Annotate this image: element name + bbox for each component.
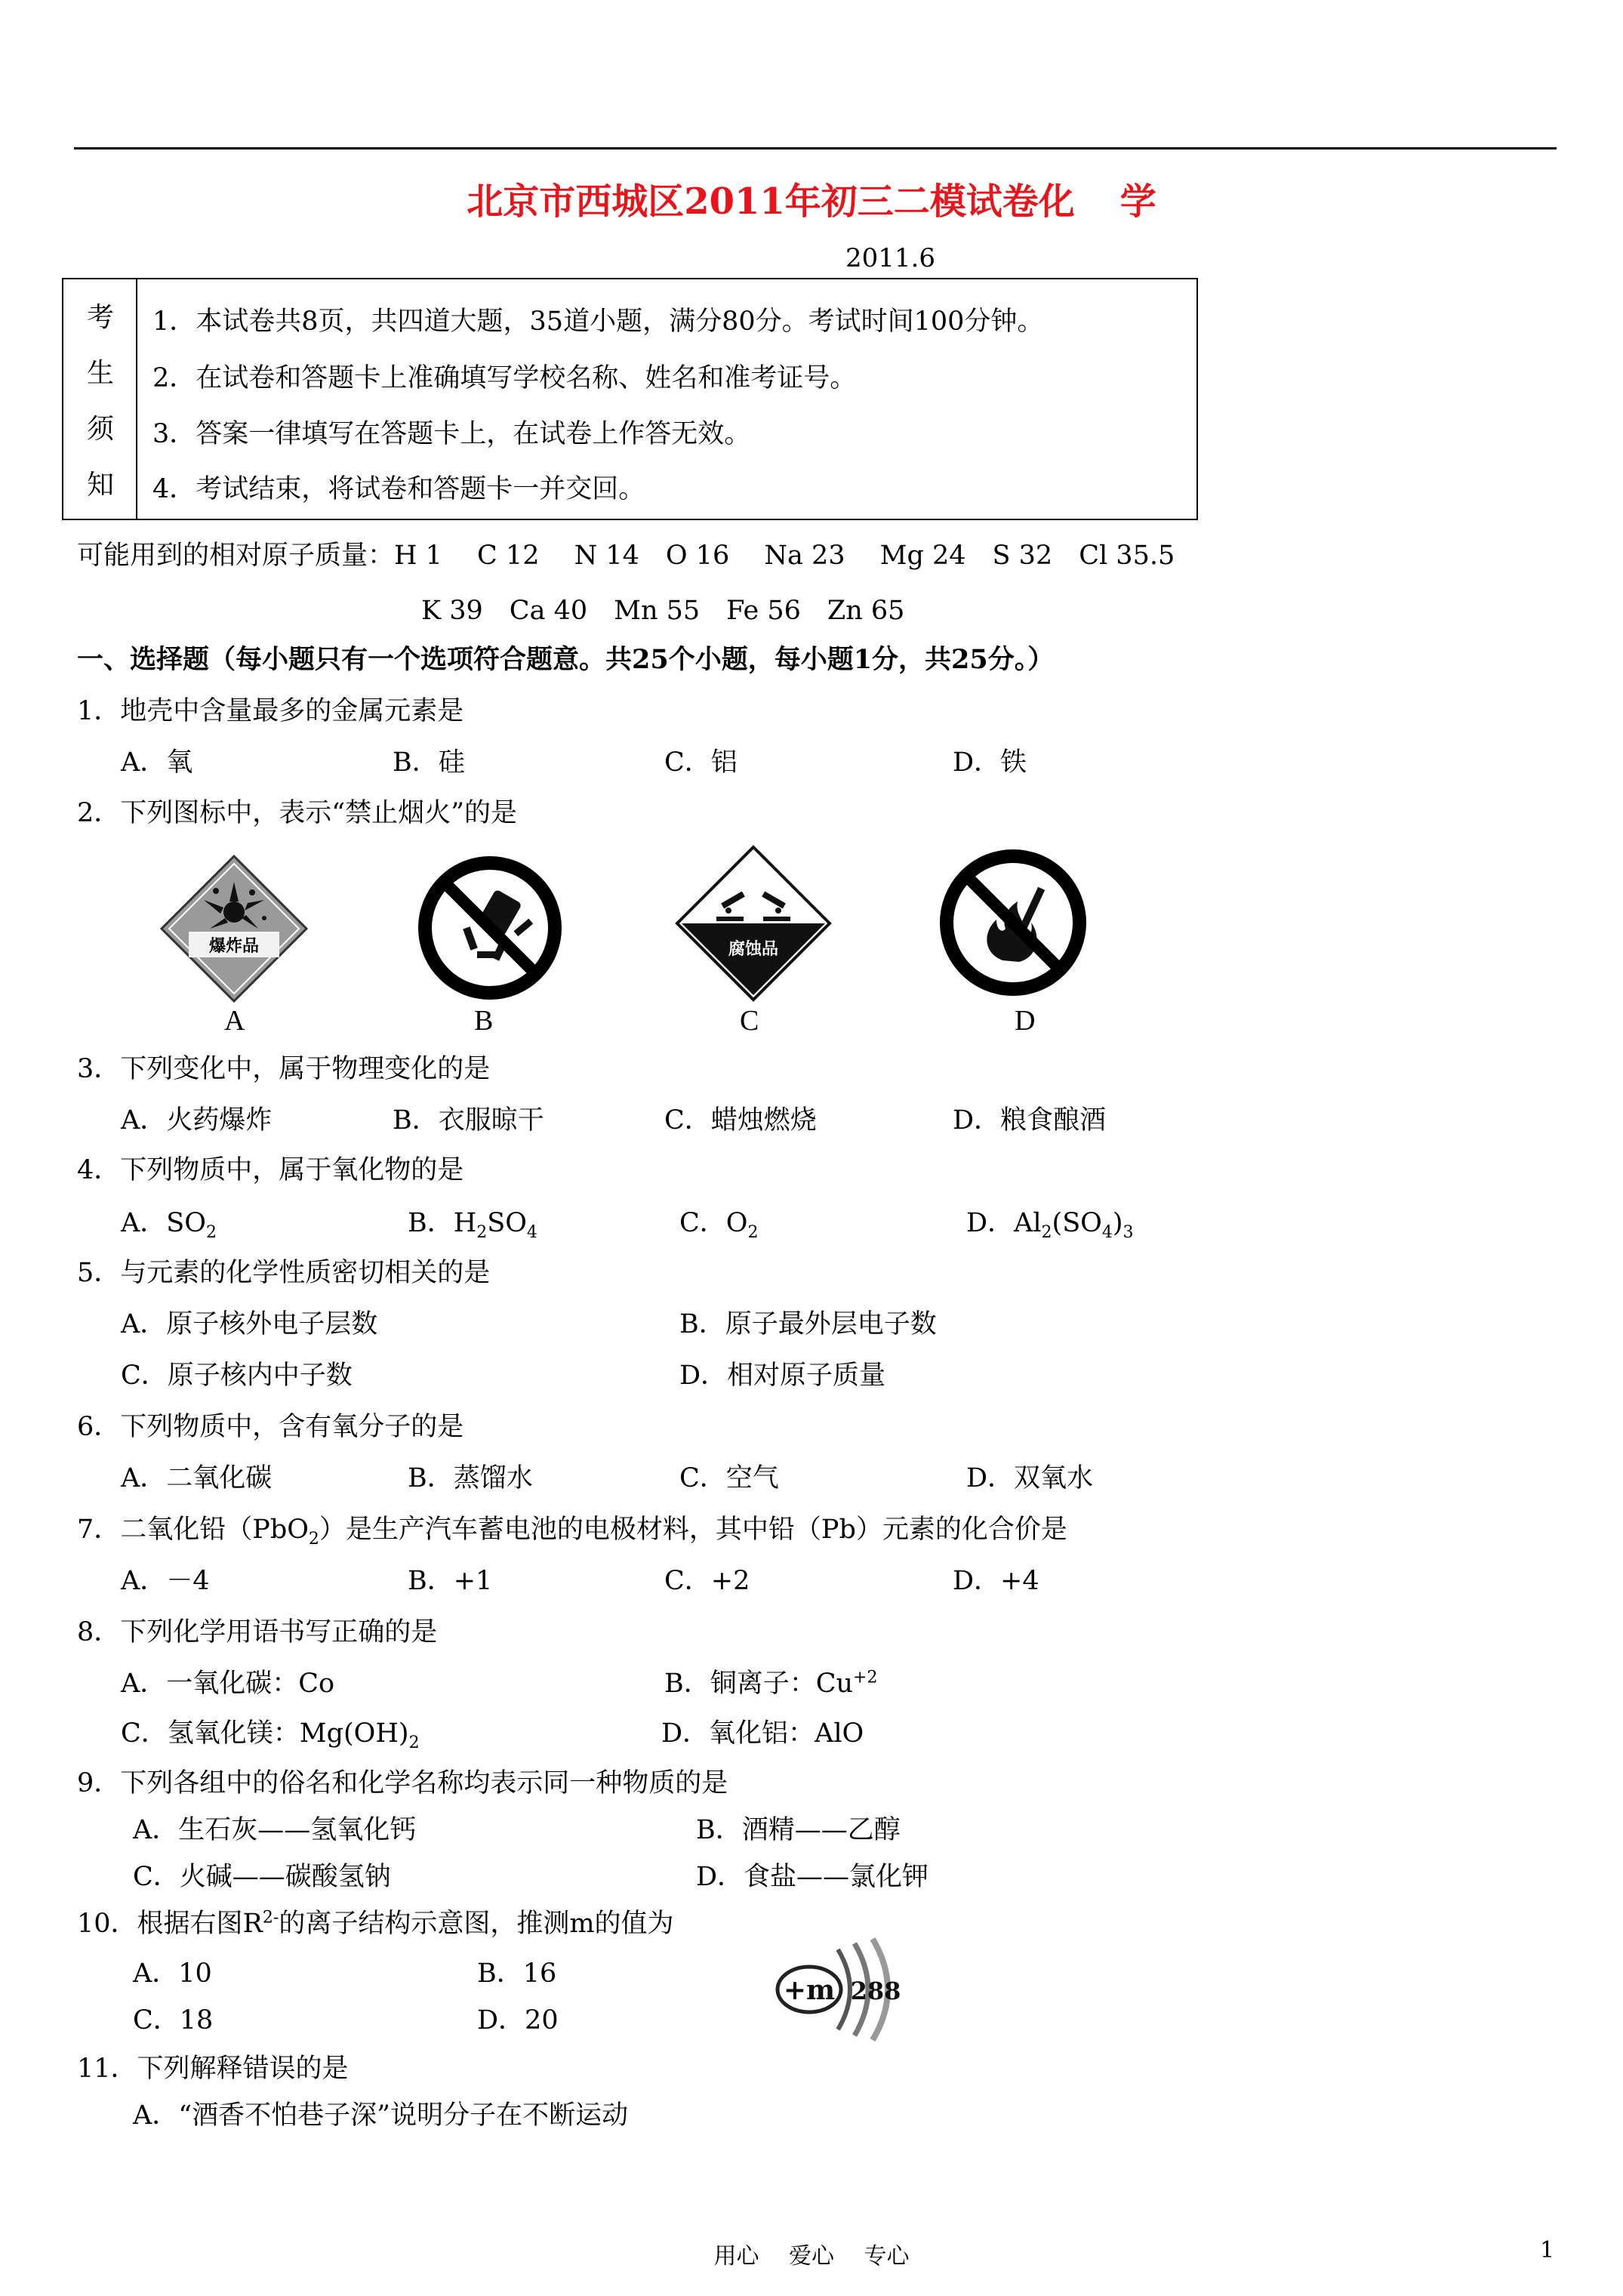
exam-date: 2011.6 [845, 243, 935, 273]
q4-option-b [408, 1207, 537, 1240]
q9-option-c: C．火碱——碳酸氢钠 [133, 1862, 391, 1892]
q9-option-d: D．食盐——氯化钾 [696, 1862, 929, 1892]
page-title [0, 172, 1623, 224]
q10-stem-text: 10．根据右图R [77, 1909, 263, 1939]
q7-stem-text: ）是生产汽车蓄电池的电极材料，其中铅（Pb）元素的化合价是 [319, 1515, 1067, 1545]
q9-stem: 9．下列各组中的俗名和化学名称均表示同一种物质的是 [77, 1768, 728, 1798]
ion-structure-diagram [762, 1933, 929, 2046]
sign-a-label: A [224, 1005, 245, 1037]
q8-option-b [664, 1667, 877, 1700]
q4-c-sub: 2 [747, 1223, 759, 1242]
sign-c-label: C [740, 1005, 759, 1037]
q4-b-sub: 2 [476, 1223, 488, 1242]
notice-heading-char: 知 [86, 470, 114, 501]
diagram-nucleus-label: +m [783, 1974, 836, 2006]
q4-b-text: B．H [408, 1208, 477, 1238]
q4-a-sub: 2 [205, 1223, 217, 1242]
notice-item: 2．在试卷和答题卡上准确填写学校名称、姓名和准考证号。 [152, 363, 857, 393]
q3-option-c: C．蜡烛燃烧 [664, 1105, 817, 1136]
q8-option-a: A．一氧化碳：Co [121, 1669, 335, 1699]
q10-option-a: A．10 [133, 1959, 212, 1989]
notice-item: 3．答案一律填写在答题卡上，在试卷上作答无效。 [152, 419, 751, 449]
q6-option-b: B．蒸馏水 [408, 1463, 533, 1493]
q9-option-a: A．生石灰——氢氧化钙 [133, 1815, 417, 1845]
q4-a-text: A．SO [121, 1208, 206, 1238]
no-fireworks-sign-icon [417, 855, 563, 1001]
q4-c-text: C．O [679, 1208, 748, 1238]
q5-option-a: A．原子核外电子层数 [121, 1309, 378, 1339]
q4-option-d [966, 1207, 1134, 1240]
q7-stem [77, 1513, 1067, 1549]
sign-b-label: B [474, 1005, 494, 1037]
q3-option-b: B．衣服晾干 [393, 1105, 544, 1136]
q7-option-d: D．+4 [953, 1566, 1039, 1596]
top-rule [74, 147, 1557, 149]
notice-heading-char: 须 [86, 414, 114, 445]
no-fire-sign-icon [938, 847, 1089, 998]
q8-c-sub: 2 [408, 1734, 420, 1752]
atomic-masses-line2: K 39 Ca 40 Mn 55 Fe 56 Zn 65 [421, 596, 905, 626]
q5-option-c: C．原子核内中子数 [121, 1361, 353, 1391]
notice-item: 4．考试结束，将试卷和答题卡一并交回。 [152, 474, 645, 504]
q8-c-text: C．氢氧化镁：Mg(OH) [121, 1718, 409, 1749]
q5-option-d: D．相对原子质量 [679, 1361, 886, 1391]
q1-stem: 1．地壳中含量最多的金属元素是 [77, 696, 464, 726]
q4-option-c [679, 1207, 758, 1240]
q3-option-d: D．粮食酿酒 [953, 1105, 1107, 1136]
q8-option-d: D．氧化铝：AlO [661, 1718, 864, 1749]
section-heading: 一、选择题（每小题只有一个选项符合题意。共25个小题，每小题1分，共25分。） [77, 644, 1055, 675]
notice-heading-char: 生 [86, 358, 114, 389]
q4-d-sub: 3 [1123, 1223, 1134, 1242]
q4-d-text: D．Al [966, 1208, 1042, 1238]
title-tail: 学 [1119, 180, 1156, 223]
atomic-masses-line1: 可能用到的相对原子质量：H 1 C 12 N 14 O 16 Na 23 Mg 24 S 32 Cl 35.5 [77, 541, 1175, 571]
sign-d-label: D [1015, 1005, 1036, 1037]
q8-option-c [121, 1717, 420, 1750]
q10-stem-text: 的离子结构示意图，推测m的值为 [279, 1909, 674, 1939]
explosive-sign-icon [159, 853, 310, 1004]
q8-stem: 8．下列化学用语书写正确的是 [77, 1617, 438, 1647]
q4-d-text: (SO [1052, 1208, 1102, 1238]
q1-option-c: C．铝 [664, 747, 738, 778]
q6-option-d: D．双氧水 [966, 1463, 1094, 1493]
q8-b-text: B．铜离子：Cu [664, 1669, 854, 1699]
q4-d-sub: 2 [1041, 1223, 1052, 1242]
q5-option-b: B．原子最外层电子数 [679, 1309, 937, 1339]
sign-a-text: 爆炸品 [208, 937, 260, 956]
q3-option-a: A．火药爆炸 [121, 1105, 273, 1136]
title-main: 北京市西城区2011年初三二模试卷化 [467, 180, 1075, 223]
q7-option-c: C．+2 [664, 1566, 750, 1596]
q4-option-a [121, 1207, 217, 1240]
q10-stem [77, 1907, 674, 1940]
notice-heading-char: 考 [86, 302, 114, 333]
notice-heading [63, 279, 137, 519]
diagram-shell-label: 288 [850, 1977, 901, 2005]
q7-stem-sub: 2 [308, 1530, 319, 1549]
q3-stem: 3．下列变化中，属于物理变化的是 [77, 1054, 491, 1084]
sign-c-text: 腐蚀品 [728, 940, 779, 959]
footer-slogan: 用心 爱心 专心 [713, 2243, 910, 2270]
q7-stem-text: 7．二氧化铅（PbO [77, 1515, 309, 1545]
corrosive-sign-icon [674, 844, 833, 1003]
q8-b-sup: +2 [853, 1668, 878, 1687]
q11-option-a: A．“酒香不怕巷子深”说明分子在不断运动 [133, 2100, 629, 2131]
q1-option-b: B．硅 [393, 747, 465, 778]
q4-d-text: ) [1112, 1208, 1123, 1238]
q1-option-a: A．氧 [121, 747, 193, 778]
q1-option-d: D．铁 [953, 747, 1027, 778]
q4-b-sub: 4 [526, 1223, 537, 1242]
q6-option-a: A．二氧化碳 [121, 1463, 273, 1493]
q2-stem: 2．下列图标中，表示“禁止烟火”的是 [77, 798, 518, 828]
q10-stem-sup: 2- [262, 1908, 279, 1928]
q10-option-d: D．20 [477, 2005, 559, 2036]
q9-option-b: B．酒精——乙醇 [696, 1815, 901, 1845]
q6-stem: 6．下列物质中，含有氧分子的是 [77, 1412, 464, 1442]
notice-item: 1．本试卷共8页，共四道大题，35道小题，满分80分。考试时间100分钟。 [152, 307, 1044, 337]
page-number: 1 [1540, 2237, 1555, 2264]
notice-box [62, 278, 1198, 520]
q6-option-c: C．空气 [679, 1463, 779, 1493]
q4-b-text: SO [487, 1208, 527, 1238]
q10-option-b: B．16 [477, 1959, 557, 1989]
q7-option-a: A．－4 [121, 1566, 210, 1596]
q7-option-b: B．+1 [408, 1566, 493, 1596]
q5-stem: 5．与元素的化学性质密切相关的是 [77, 1258, 491, 1288]
q4-stem: 4．下列物质中，属于氧化物的是 [77, 1155, 464, 1185]
q10-option-c: C．18 [133, 2005, 214, 2036]
q11-stem: 11．下列解释错误的是 [77, 2054, 349, 2084]
q4-d-sub: 4 [1101, 1223, 1113, 1242]
